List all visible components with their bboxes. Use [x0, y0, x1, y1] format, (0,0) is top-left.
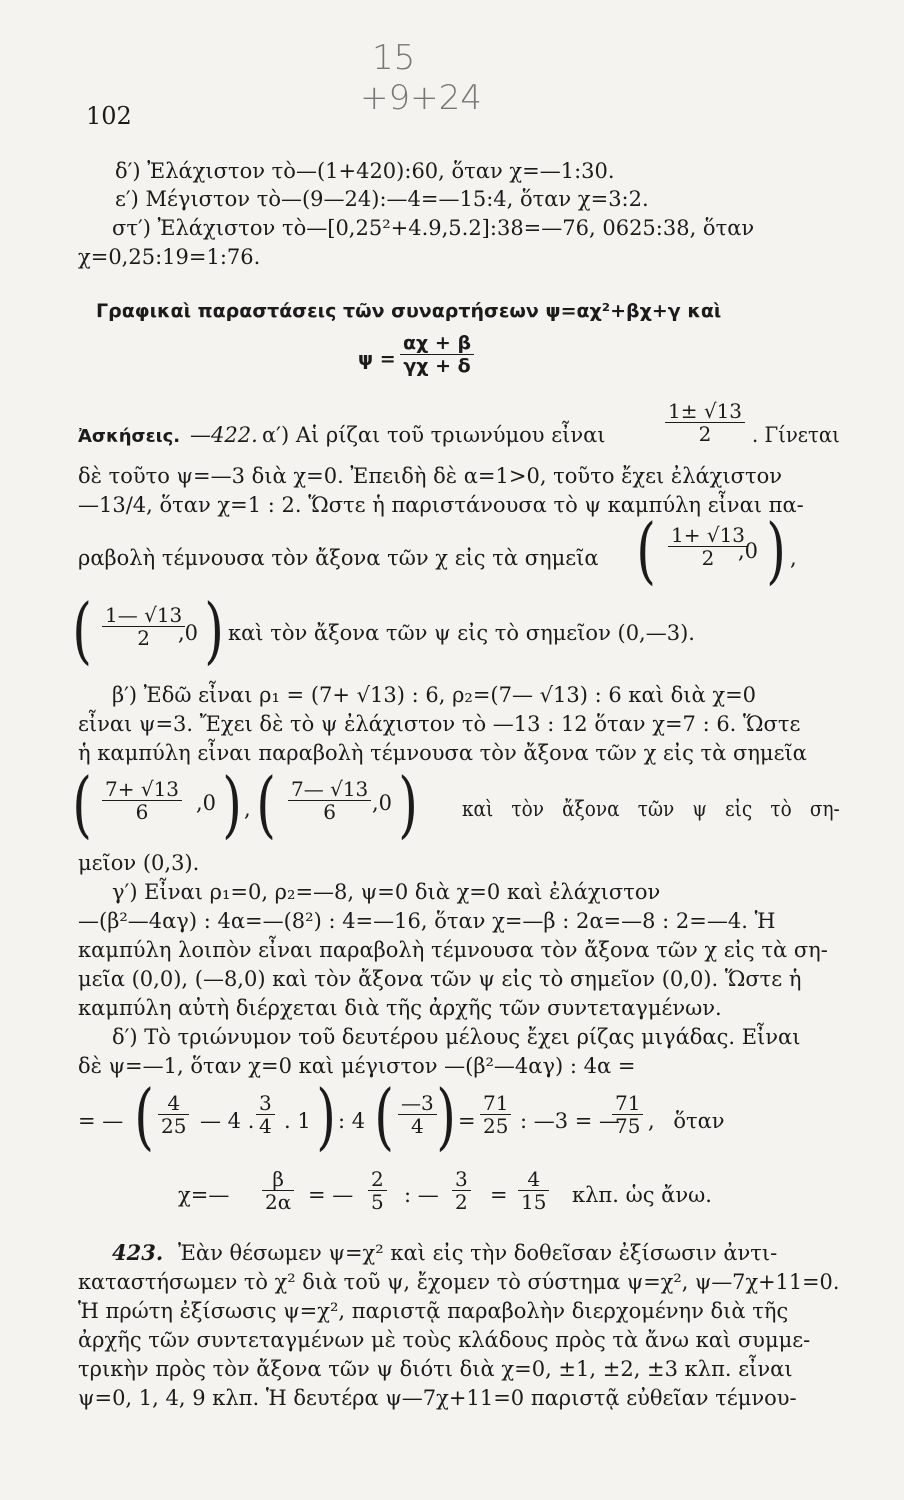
- ex422-d-line2: δὲ ψ=—1, ὅταν χ=0 καὶ μέγιστον —(β²—4αγ) : 4α =: [78, 1054, 636, 1078]
- ex422-b-line5: μεῖον (0,3).: [78, 851, 200, 875]
- x-formula-eq1: = —: [308, 1183, 354, 1207]
- x-formula-tail: κλπ. ὡς ἄνω.: [572, 1183, 712, 1207]
- ex422-a-text: α′) Αἱ ρίζαι τοῦ τριωνύμου εἶναι: [262, 423, 606, 447]
- q1-tail: ,0: [196, 791, 217, 815]
- roots-den: 2: [698, 422, 712, 446]
- point1-tail: ,0: [738, 539, 759, 563]
- paren-right: ): [436, 1074, 456, 1158]
- line-d-min: δ′) Ἐλάχιστον τὸ—(1+420):60, ὅταν χ=—1:30.: [115, 159, 615, 183]
- ex423-line6: ψ=0, 1, 4, 9 κλπ. Ἡ δευτέρα ψ—7χ+11=0 παριστᾷ εὐθεῖαν τέμνου-: [78, 1386, 797, 1410]
- formula-frac-c-den: 4: [411, 1114, 424, 1138]
- ex422-line4: ραβολὴ τέμνουσα τὸν ἄξονα τῶν χ εἰς τὰ σημεῖα: [78, 546, 599, 570]
- formula-frac-a-den: 25: [161, 1114, 187, 1138]
- formula-frac-c: [398, 1092, 437, 1137]
- ex423-line4: ἀρχῆς τῶν συντεταγμένων μὲ τοὺς κλάδους πρὸς τὰ ἄνω καὶ συμμε-: [78, 1328, 811, 1352]
- handwritten-note-top: 15: [372, 38, 416, 78]
- line-e-max: ε′) Μέγιστον τὸ—(9—24):—4=—15:4, ὅταν χ=3:2.: [115, 187, 649, 211]
- ex422-d-line1: δ′) Τὸ τριώνυμον τοῦ δευτέρου μέλους ἔχει ρίζας μιγάδας. Εἶναι: [112, 1025, 801, 1049]
- heading-psi: ψ =: [358, 348, 396, 370]
- exercise-422-number: —422.: [190, 423, 258, 447]
- q1-num: 7+ √13: [102, 778, 182, 801]
- ex422-c-line3: καμπύλη λοιπὸν εἶναι παραβολὴ τέμνουσα τὸν ἄξονα τῶν χ εἰς τὰ ση-: [78, 938, 828, 962]
- formula-mid1: — 4 .: [200, 1109, 255, 1133]
- paren-right: ): [316, 1074, 336, 1158]
- formula-otan: , ὅταν: [648, 1109, 725, 1133]
- x-frac-b-num: 2: [368, 1168, 387, 1191]
- ex422-line3: —13/4, ὅταν χ=1 : 2. Ὥστε ἡ παριστάνουσα τὸ ψ καμπύλη εἶναι πα-: [78, 493, 804, 517]
- line-st-min-2: χ=0,25:19=1:76.: [78, 245, 261, 269]
- formula-frac-b: [256, 1092, 275, 1137]
- q2-tail: ,0: [372, 791, 393, 815]
- x-formula-eq2: =: [490, 1183, 508, 1207]
- point2-tail: ,0: [178, 621, 199, 645]
- point-separator: ,: [790, 546, 797, 570]
- ex422-c-line2: —(β²—4αγ) : 4α=—(8²) : 4=—16, ὅταν χ=—β : 2α=—8 : 2=—4. Ἡ: [78, 909, 776, 933]
- ex422-b-line2: εἶναι ψ=3. Ἔχει δὲ τὸ ψ ἐλάχιστον τὸ —13 : 12 ὅταν χ=7 : 6. Ὥστε: [78, 712, 801, 736]
- q2-den: 6: [323, 800, 336, 824]
- paren-left: (: [72, 762, 92, 846]
- ex423-line3: Ἡ πρώτη ἐξίσωσις ψ=χ², παριστᾷ παραβολὴν διερχομένην διὰ τῆς: [78, 1299, 789, 1323]
- paren-left: (: [134, 1074, 154, 1158]
- point1-fraction: [668, 524, 748, 569]
- point1-num: 1+ √13: [668, 524, 748, 547]
- formula-frac-b-den: 4: [259, 1114, 272, 1138]
- formula-frac-a: [158, 1092, 189, 1137]
- heading-frac-num: αχ + β: [400, 332, 474, 355]
- exercises-label: Ἀσκήσεις.: [78, 426, 181, 447]
- x-frac-c: [452, 1168, 471, 1213]
- section-heading: Γραφικαὶ παραστάσεις τῶν συναρτήσεων ψ=αχ²+βχ+γ καὶ: [96, 300, 722, 322]
- point1-den: 2: [701, 546, 715, 570]
- ex423-line2: καταστήσωμεν τὸ χ² διὰ τοῦ ψ, ἔχομεν τὸ σύστημα ψ=χ², ψ—7χ+11=0.: [78, 1270, 840, 1294]
- formula-frac-d: [480, 1092, 511, 1137]
- x-frac-b-den: 5: [371, 1190, 384, 1214]
- formula-lead: = —: [78, 1109, 124, 1133]
- roots-num: 1± √13: [665, 400, 745, 423]
- x-formula-lead: χ=—: [178, 1183, 230, 1207]
- formula-frac-a-num: 4: [158, 1092, 189, 1115]
- formula-mid2: . 1: [284, 1109, 311, 1133]
- line-st-min-1: στ′) Ἐλάχιστον τὸ—[0,25²+4.9,5.2]:38=—76, 0625:38, ὅταν: [112, 216, 755, 240]
- ex422-b-line4: καὶ τὸν ἄξονα τῶν ψ εἰς τὸ ση-: [462, 797, 840, 821]
- formula-mid3: : —3 = —: [520, 1109, 621, 1133]
- paren-right: ): [204, 588, 224, 672]
- x-frac-a: [262, 1168, 294, 1213]
- x-frac-c-num: 3: [452, 1168, 471, 1191]
- formula-frac-d-den: 25: [483, 1114, 509, 1138]
- q-separator: ,: [244, 797, 251, 821]
- q2-num: 7— √13: [288, 778, 371, 801]
- ex422-c-line5: καμπύλη αὐτὴ διέρχεται διὰ τῆς ἀρχῆς τῶν συντεταγμένων.: [78, 996, 722, 1020]
- paren-left: (: [256, 762, 276, 846]
- heading-fraction: [400, 332, 474, 377]
- ex422-line5: καὶ τὸν ἄξονα τῶν ψ εἰς τὸ σημεῖον (0,—3).: [228, 621, 695, 645]
- paren-right: ): [398, 762, 418, 846]
- x-frac-d-den: 15: [521, 1190, 547, 1214]
- x-frac-a-num: β: [262, 1168, 294, 1191]
- formula-colon: : 4: [338, 1109, 366, 1133]
- paren-left: (: [374, 1074, 394, 1158]
- page-number: 102: [86, 102, 132, 130]
- point2-num: 1— √13: [102, 604, 185, 627]
- x-frac-c-den: 2: [455, 1190, 468, 1214]
- x-formula-mid: : —: [404, 1183, 439, 1207]
- ex422-c-line1: γ′) Εἶναι ρ₁=0, ρ₂=—8, ψ=0 διὰ χ=0 καὶ ἐλάχιστον: [112, 880, 661, 904]
- formula-frac-e-num: 71: [612, 1092, 643, 1115]
- roots-fraction: [665, 400, 745, 445]
- formula-frac-e-den: 75: [615, 1114, 641, 1138]
- q1-fraction: [102, 778, 182, 823]
- ex422-b-line3: ἡ καμπύλη εἶναι παραβολὴ τέμνουσα τὸν ἄξονα τῶν χ εἰς τὰ σημεῖα: [78, 741, 807, 765]
- heading-frac-den: γχ + δ: [403, 355, 471, 377]
- ex423-line1: Ἐὰν θέσωμεν ψ=χ² καὶ εἰς τὴν δοθεῖσαν ἐξίσωσιν ἀντι-: [178, 1241, 778, 1265]
- q1-den: 6: [135, 800, 149, 824]
- formula-frac-c-num: —3: [398, 1092, 437, 1115]
- paren-right: ): [766, 508, 786, 592]
- point2-fraction: [102, 604, 185, 649]
- paren-right: ): [222, 762, 242, 846]
- x-frac-a-den: 2α: [265, 1190, 292, 1214]
- paren-left: (: [72, 588, 92, 672]
- formula-eq: =: [458, 1109, 476, 1133]
- point2-den: 2: [137, 626, 150, 650]
- x-frac-b: [368, 1168, 387, 1213]
- ex422-ginetai: . Γίνεται: [752, 423, 840, 447]
- exercise-423-number: 423.: [112, 1240, 164, 1265]
- q2-fraction: [288, 778, 371, 823]
- x-frac-d: [518, 1168, 549, 1213]
- handwritten-note-bottom: +9+24: [360, 78, 482, 118]
- x-frac-d-num: 4: [518, 1168, 549, 1191]
- ex422-c-line4: μεῖα (0,0), (—8,0) καὶ τὸν ἄξονα τῶν ψ εἰς τὸ σημεῖον (0,0). Ὥστε ἡ: [78, 967, 802, 991]
- paren-left: (: [636, 508, 656, 592]
- formula-frac-e: [612, 1092, 643, 1137]
- ex422-line2: δὲ τοῦτο ψ=—3 διὰ χ=0. Ἐπειδὴ δὲ α=1>0, τοῦτο ἔχει ἐλάχιστον: [78, 464, 783, 488]
- formula-frac-b-num: 3: [256, 1092, 275, 1115]
- ex422-b-line1: β′) Ἐδῶ εἶναι ρ₁ = (7+ √13) : 6, ρ₂=(7— √13) : 6 καὶ διὰ χ=0: [112, 683, 757, 707]
- formula-frac-d-num: 71: [480, 1092, 511, 1115]
- ex423-line5: τρικὴν πρὸς τὸν ἄξονα τῶν ψ διότι διὰ χ=0, ±1, ±2, ±3 κλπ. εἶναι: [78, 1357, 793, 1381]
